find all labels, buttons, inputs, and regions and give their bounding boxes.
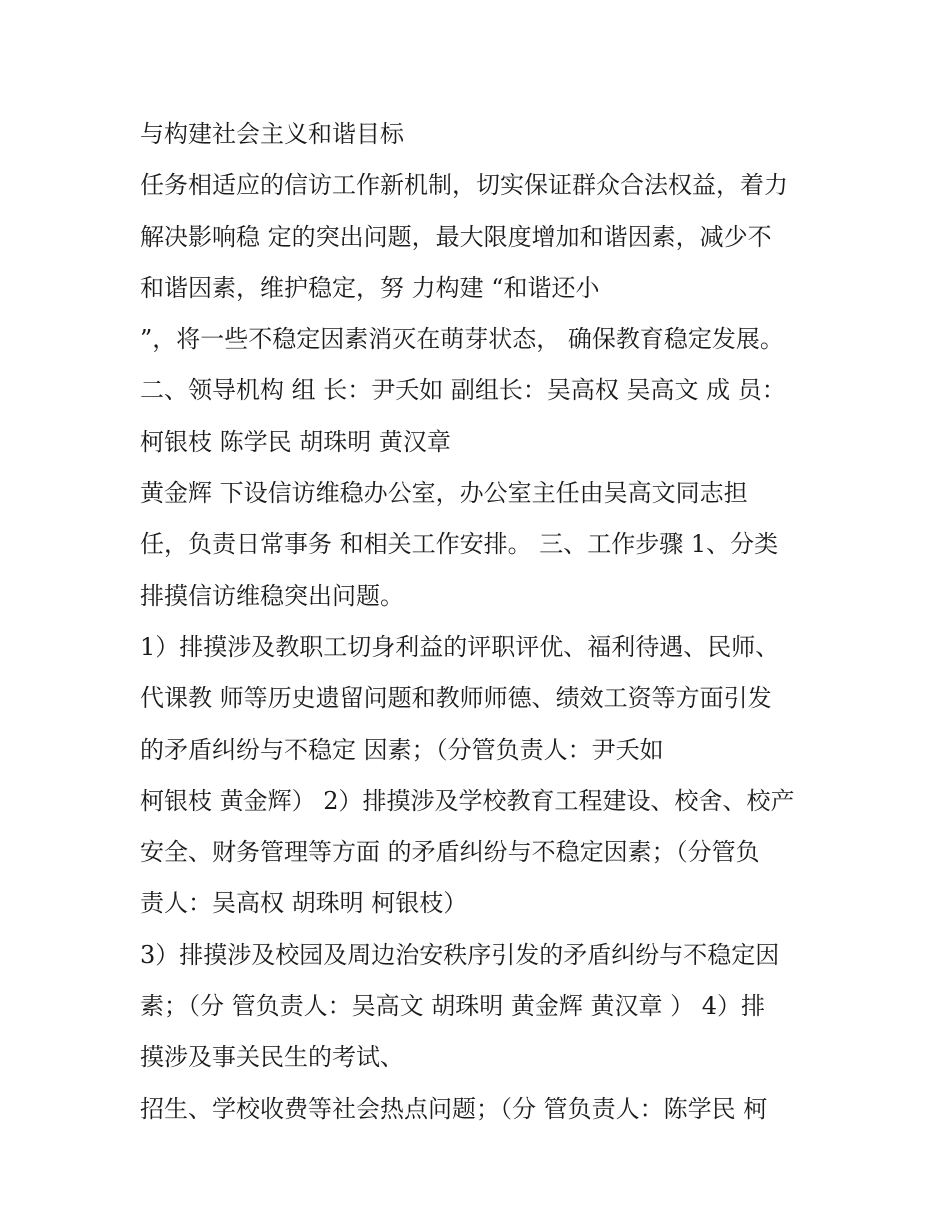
document-body [140, 109, 830, 1135]
text-line: 排摸信访维稳突出问题。 [140, 581, 404, 610]
text-line: ”，将一些不稳定因素消灭在萌芽状态， 确保教育稳定发展。 [140, 325, 784, 354]
text-line: 责人：吴高权 胡珠明 柯银枝） [140, 889, 468, 918]
text-line: 柯银枝 陈学民 胡珠明 黄汉章 [140, 427, 451, 456]
text-line: 黄金辉 下设信访维稳办公室，办公室主任由吴高文同志担 [140, 479, 748, 508]
text-line: 与构建社会主义和谐目标 [140, 120, 404, 148]
text-line: 代课教 师等历史遗留问题和教师师德、绩效工资等方面引发 [140, 684, 772, 713]
text-line: 安全、财务管理等方面 的矛盾纠纷与不稳定因素；（分管负 [140, 838, 760, 867]
text-line: 柯银枝 黄金辉） 2）排摸涉及学校教育工程建设、校舍、校产 [140, 786, 795, 815]
text-line: 和谐因素，维护稳定，努 力构建 “和谐还小 [140, 273, 600, 302]
text-line: 摸涉及事关民生的考试、 [140, 1043, 404, 1072]
text-line: 3）排摸涉及校园及周边治安秩序引发的矛盾纠纷与不稳定因 [140, 940, 780, 969]
text-line: 任，负责日常事务 和相关工作安排。 三、工作步骤 1、分类 [140, 530, 779, 559]
text-line: 1）排摸涉及教职工切身利益的评职评优、福利待遇、民师、 [140, 632, 780, 661]
text-line: 任务相适应的信访工作新机制，切实保证群众合法权益，着力 [140, 171, 788, 200]
text-line: 二、领导机构 组 长：尹夭如 副组长：吴高权 吴高文 成 员： [140, 376, 786, 405]
text-line: 解决影响稳 定的突出问题，最大限度增加和谐因素，减少不 [140, 222, 772, 251]
text-line: 的矛盾纠纷与不稳定 因素；（分管负责人：尹夭如 [140, 735, 664, 764]
text-line: 招生、学校收费等社会热点问题；（分 管负责人：陈学民 柯 [140, 1094, 768, 1123]
text-line: 素；（分 管负责人：吴高文 胡珠明 黄金辉 黄汉章 ） 4）排 [140, 992, 766, 1021]
